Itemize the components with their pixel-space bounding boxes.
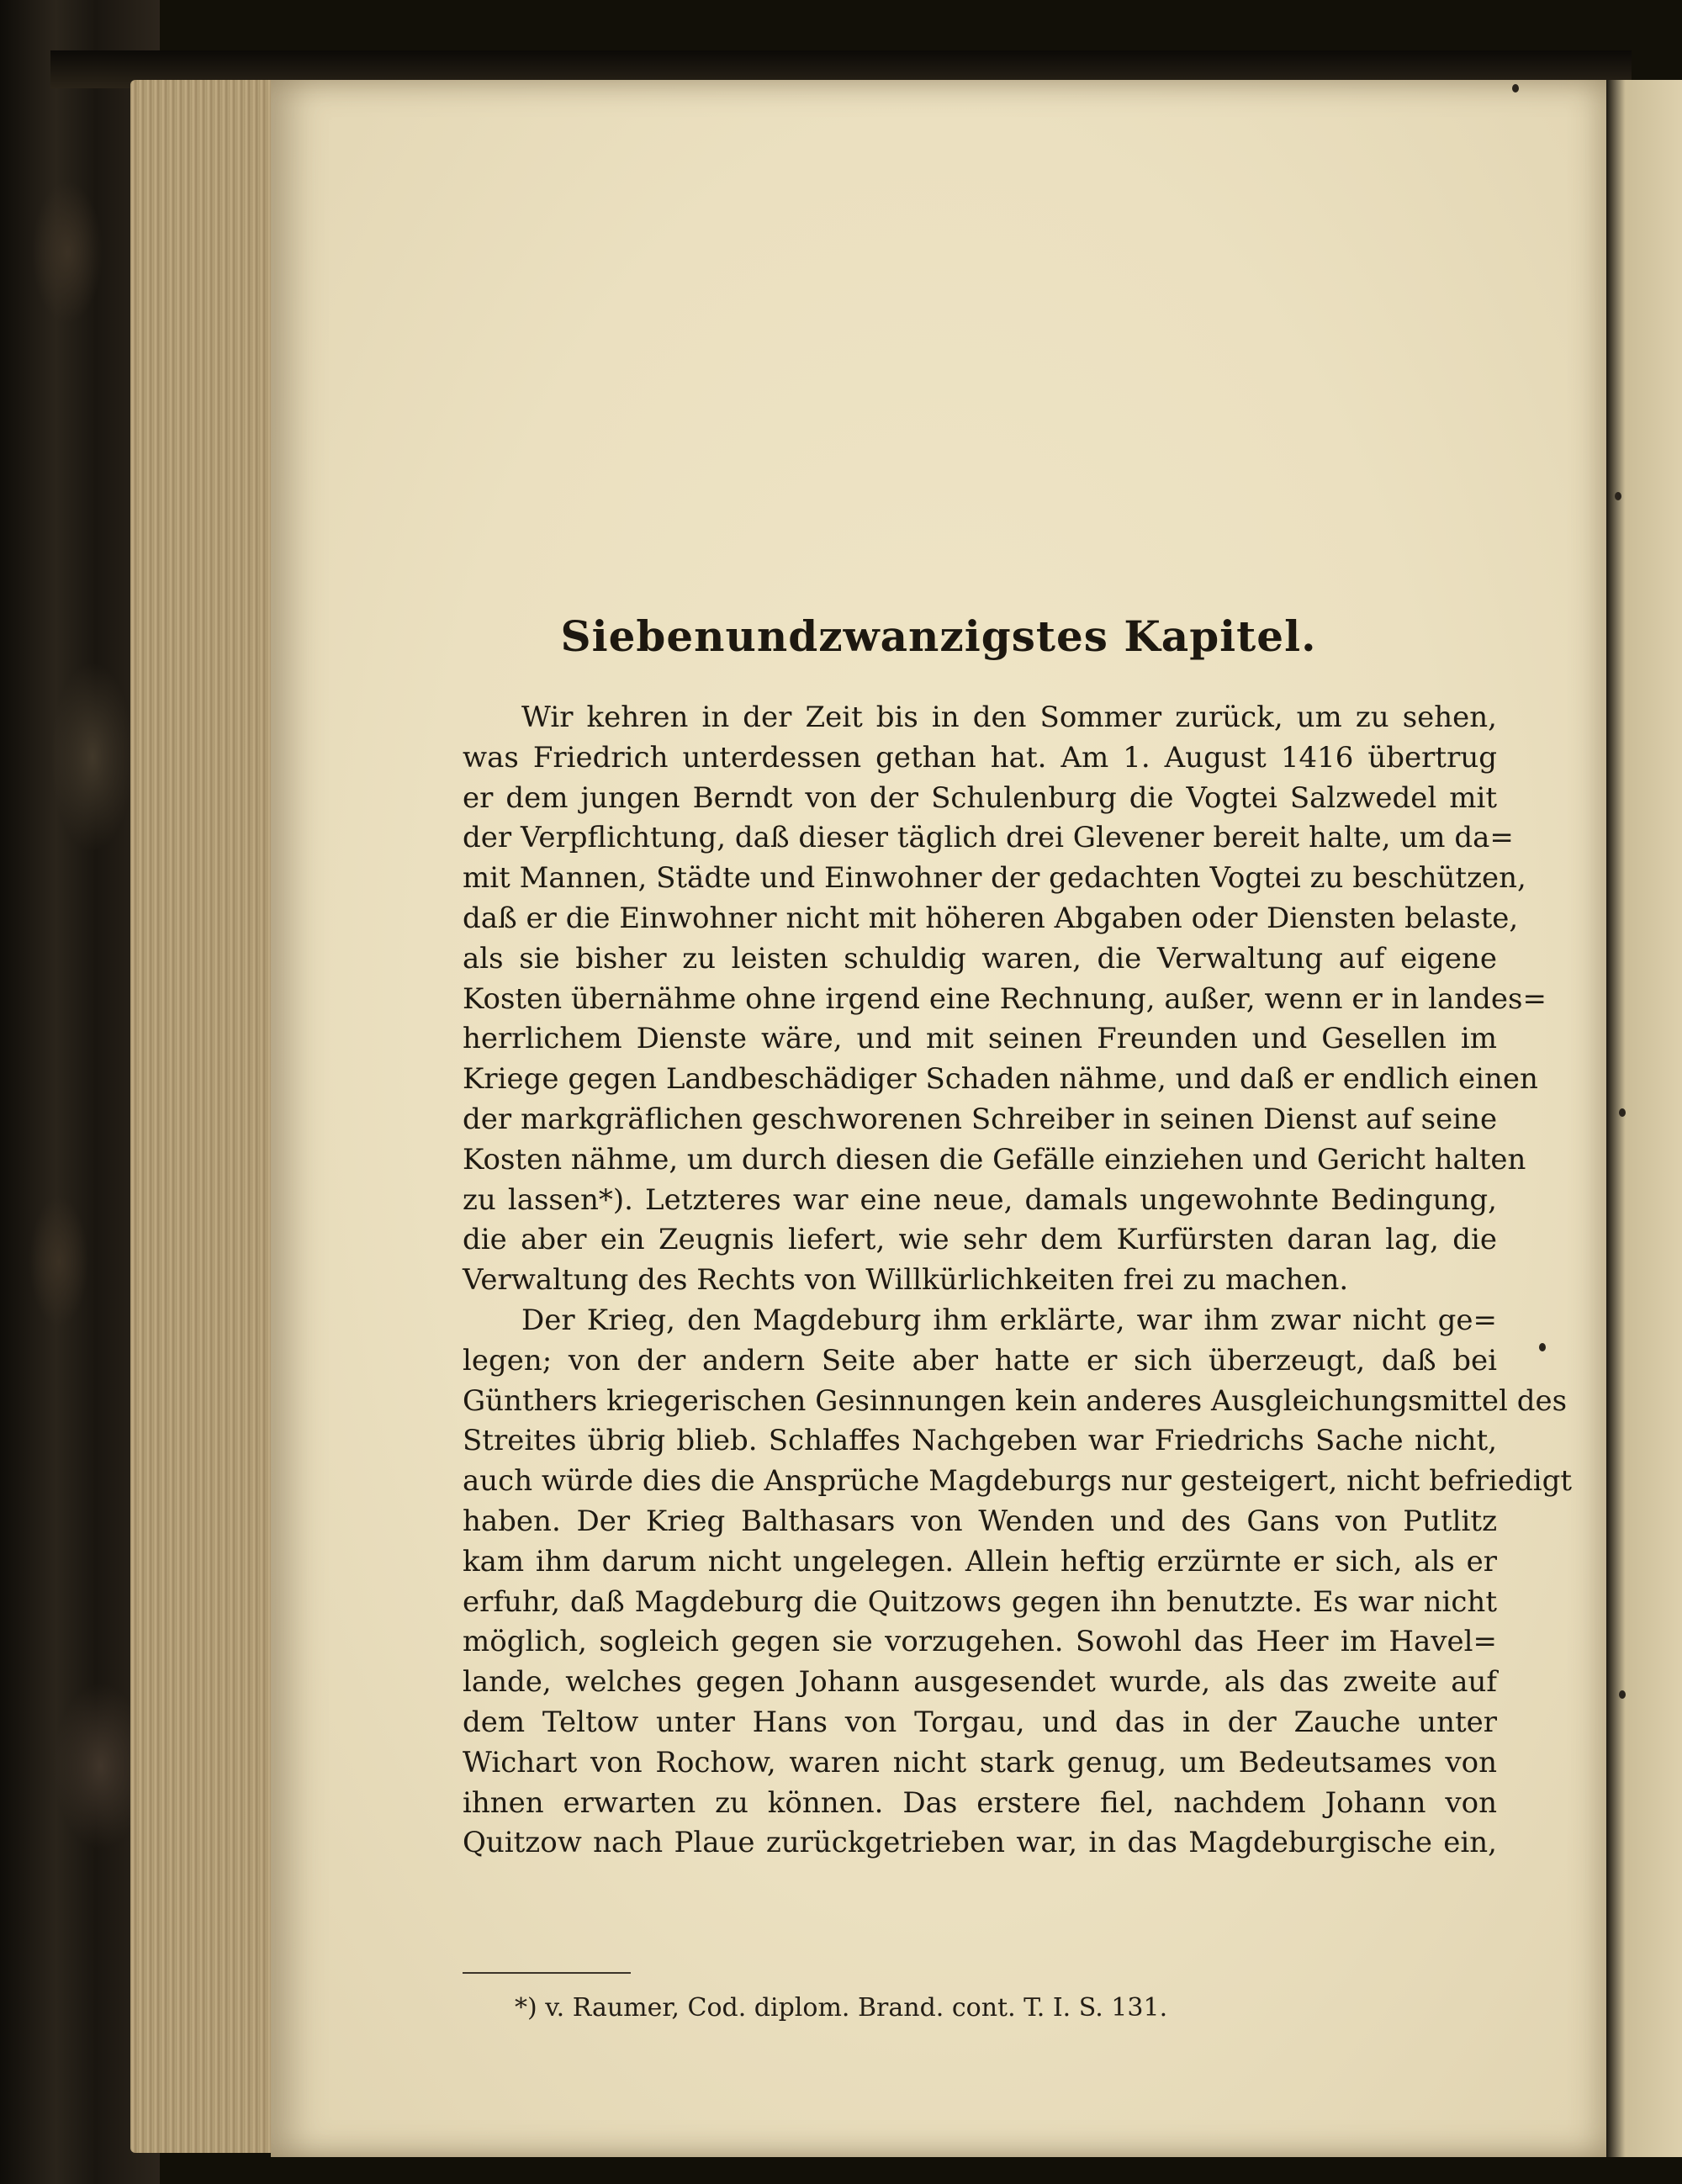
text-line: Wir kehren in der Zeit bis in den Sommer zurück, um zu sehen, [521, 701, 1497, 734]
text-line: kam ihm darum nicht ungelegen. Allein heftig erzürnte er sich, als er [463, 1544, 1497, 1579]
text-line: auch würde dies die Ansprüche Magdeburgs nur gesteigert, nicht befriedigt [463, 1464, 1573, 1499]
text-line: mit Mannen, Städte und Einwohner der gedachten Vogtei zu beschützen, [463, 861, 1526, 896]
text-line: herrlichem Dienste wäre, und mit seinen Freunden und Gesellen im [463, 1022, 1497, 1056]
text-line: Der Krieg, den Magdeburg ihm erklärte, war ihm zwar nicht ge= [521, 1303, 1497, 1337]
ink-speck [1512, 84, 1519, 93]
body-text [463, 698, 1573, 1864]
text-line: als sie bisher zu leisten schuldig waren, die Verwaltung auf eigene [463, 941, 1497, 976]
text-line: die aber ein Zeugnis liefert, wie sehr dem Kurfürsten daran lag, die [463, 1223, 1497, 1257]
text-line: Kriege gegen Landbeschädiger Schaden nähme, und daß er endlich einen [463, 1062, 1538, 1097]
chapter-title: Siebenundzwanzigstes Kapitel. [560, 611, 1317, 661]
page-edges [130, 80, 282, 2153]
text-line: Wichart von Rochow, waren nicht stark genug, um Bedeutsames von [463, 1745, 1497, 1779]
text-line: erfuhr, daß Magdeburg die Quitzows gegen ihn benutzte. Es war nicht [463, 1584, 1497, 1619]
text-line: Verwaltung des Rechts von Willkürlichkeiten frei zu machen. [463, 1263, 1349, 1298]
facing-page-edge [1606, 80, 1682, 2157]
text-line: haben. Der Krieg Balthasars von Wenden und des Gans von Putlitz [463, 1504, 1497, 1538]
ink-speck [1539, 1343, 1546, 1351]
text-line: daß er die Einwohner nicht mit höheren Abgaben oder Diensten belaste, [463, 901, 1519, 935]
text-line: Quitzow nach Plaue zurückgetrieben war, in das Magdeburgische ein, [463, 1826, 1497, 1860]
text-line: Günthers kriegerischen Gesinnungen kein anderes Ausgleichungsmittel des [463, 1383, 1568, 1418]
text-line: dem Teltow unter Hans von Torgau, und das in der Zauche unter [463, 1705, 1497, 1739]
text-line: ihnen erwarten zu können. Das erstere fiel, nachdem Johann von [463, 1785, 1497, 1820]
book-page [271, 80, 1606, 2157]
text-line: der Verpflichtung, daß dieser täglich drei Glevener bereit halte, um da= [463, 821, 1514, 855]
text-line: Kosten übernähme ohne irgend eine Rechnung, außer, wenn er in landes= [463, 981, 1547, 1016]
text-line: er dem jungen Berndt von der Schulenburg die Vogtei Salzwedel mit [463, 780, 1497, 815]
footnote: *) v. Raumer, Cod. diplom. Brand. cont. T. I. S. 131. [515, 1993, 1168, 2023]
text-line: lande, welches gegen Johann ausgesendet wurde, als das zweite auf [463, 1665, 1497, 1700]
ink-speck [1619, 1690, 1626, 1699]
text-line: zu lassen*). Letzteres war eine neue, damals ungewohnte Bedingung, [463, 1182, 1497, 1217]
ink-speck [1615, 492, 1621, 500]
footnote-divider [463, 1972, 631, 1974]
text-line: Kosten nähme, um durch diesen die Gefälle einziehen und Gericht halten [463, 1142, 1526, 1177]
text-line: Streites übrig blieb. Schlaffes Nachgeben war Friedrichs Sache nicht, [463, 1424, 1497, 1458]
text-line: was Friedrich unterdessen gethan hat. Am 1. August 1416 übertrug [463, 740, 1497, 775]
text-line: legen; von der andern Seite aber hatte er sich überzeugt, daß bei [463, 1343, 1497, 1378]
text-line: der markgräflichen geschworenen Schreiber in seinen Dienst auf seine [463, 1102, 1498, 1136]
text-line: möglich, sogleich gegen sie vorzugehen. Sowohl das Heer im Havel= [463, 1625, 1497, 1659]
ink-speck [1619, 1108, 1626, 1117]
